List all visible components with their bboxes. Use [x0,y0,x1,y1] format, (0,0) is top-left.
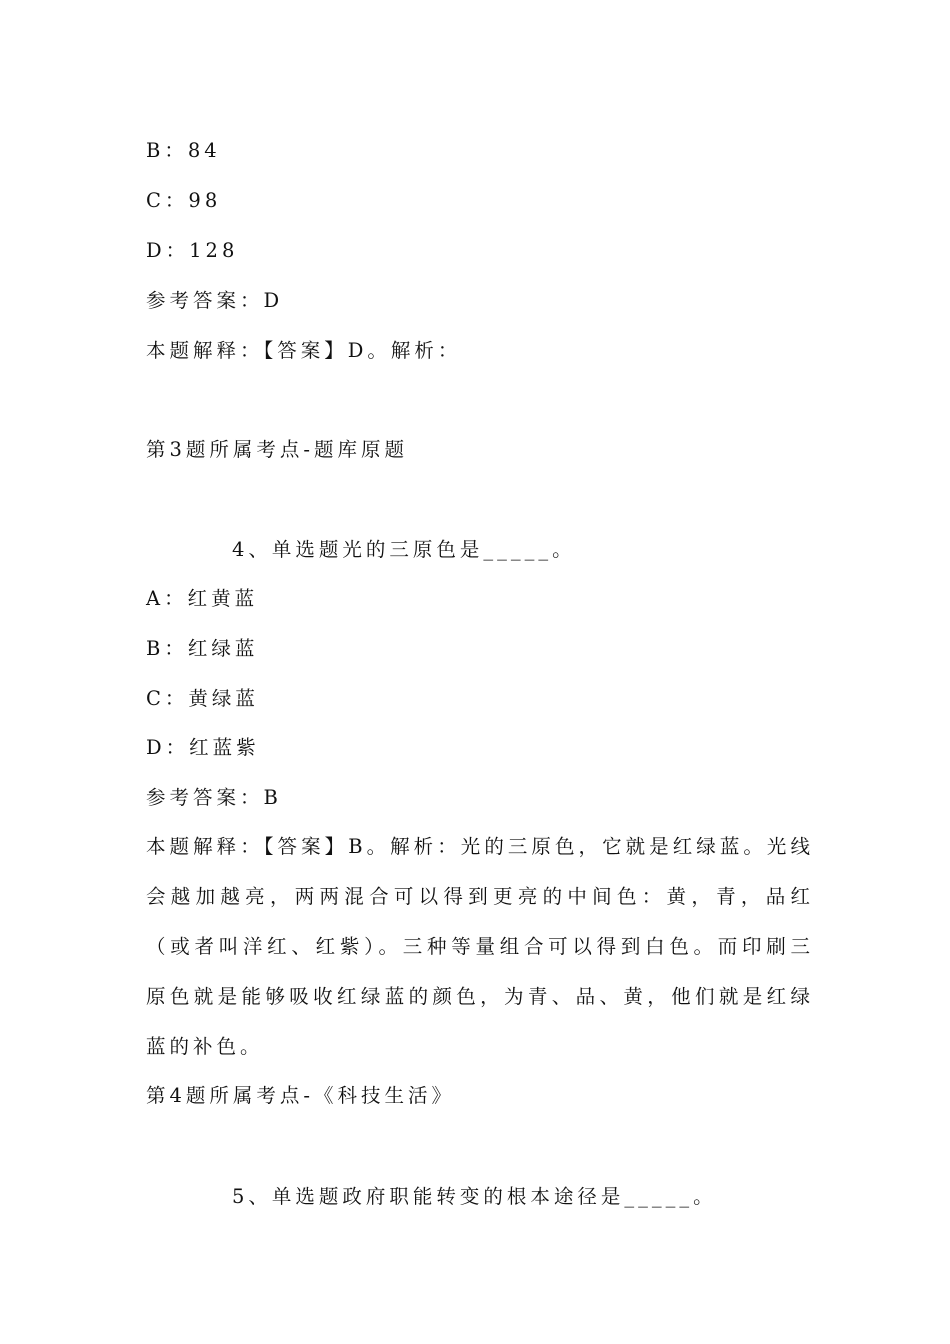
q4-question: 4、单选题光的三原色是_____。 [232,538,576,561]
q4-option-c: C：黄绿蓝 [146,687,259,710]
q4-option-d: D：红蓝紫 [146,736,260,759]
q3-option-b: B：84 [146,139,221,162]
q3-explanation: 本题解释：【答案】D。解析： [146,339,462,362]
q3-option-d: D：128 [146,239,239,262]
q5-question: 5、单选题政府职能转变的根本途径是_____。 [232,1185,717,1208]
q3-topic: 第3题所属考点-题库原题 [146,438,408,461]
q4-option-a: A：红黄蓝 [146,587,259,610]
q4-answer: 参考答案：B [146,786,282,809]
q3-option-c: C：98 [146,189,222,212]
q4-option-b: B：红绿蓝 [146,637,259,660]
q3-answer: 参考答案：D [146,289,284,312]
q4-explanation: 本题解释：【答案】B。解析：光的三原色，它就是红绿蓝。光线会越加越亮，两两混合可以得到更亮的中间色：黄，青，品红（或者叫洋红、红紫）。三种等量组合可以得到白色。而印刷三原色就是能够吸收红绿蓝的颜色，为青、品、黄，他们就是红绿蓝的补色。 [146,835,814,1058]
q4-topic: 第4题所属考点-《科技生活》 [146,1084,455,1107]
